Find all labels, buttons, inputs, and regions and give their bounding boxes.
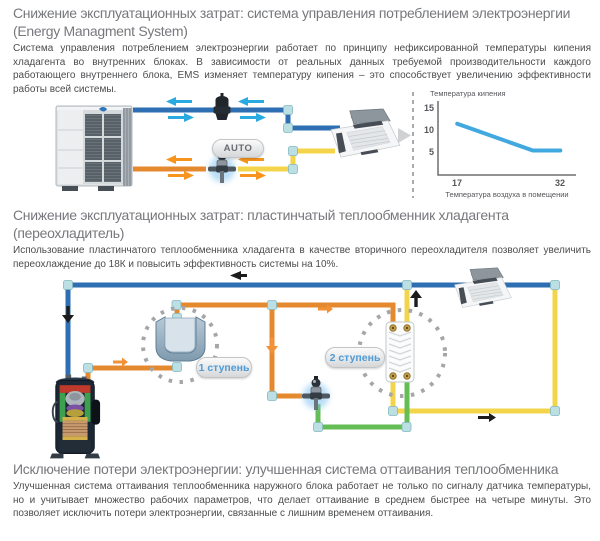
ytick-10: 10 bbox=[423, 125, 434, 135]
section1-title bbox=[13, 5, 593, 40]
stage1-badge-label: 1 ступень bbox=[198, 361, 250, 374]
ems-diagram bbox=[0, 86, 420, 204]
section3-body: Улучшенная система оттаивания теплообменника наружного блока работает не только по сигналу датчика температуры, но и учитывает множество рабочих параметров, что делает оттаивание в среднем быстрее на четыре минуты. Это позволяет исключить потери электроэнергии, связанные с лишним временем оттаивания. bbox=[13, 481, 591, 520]
expansion-valve-icon bbox=[302, 376, 330, 410]
chart-title: Температура кипения bbox=[430, 89, 506, 98]
solenoid-valve-icon bbox=[214, 93, 231, 120]
cassette-indoor-unit-image bbox=[331, 109, 400, 157]
ytick-5: 5 bbox=[428, 147, 434, 157]
section2-title-line2: (переохладитель) bbox=[13, 224, 125, 241]
valve-branch-pipe bbox=[272, 305, 302, 396]
flow-arrows-black bbox=[62, 271, 496, 422]
compressor-pipe bbox=[88, 368, 174, 392]
subcooler-diagram bbox=[0, 266, 600, 462]
plate-heat-exchanger-image bbox=[386, 322, 414, 382]
stage2-badge-label: 2 ступень bbox=[329, 351, 381, 364]
section2-body: Использование пластинчатого теплообменника хладагента в качестве вторичного переохладителя позволяет увеличить переохлаждение до 18К и повысить эффективность системы на 10%. bbox=[13, 245, 591, 270]
pointer-arrow-to-chart bbox=[398, 128, 411, 143]
section1-title-line2: (Energy Managment System) bbox=[13, 22, 188, 39]
stage1-badge bbox=[196, 357, 252, 378]
section1-body: Система управления потреблением электроэнергии работает по принципу нефиксированной температуры кипения хладагента во внутренних блоках. В зависимости от реальных данных требуемой производительности каждого работающего внутреннего блока, EMS изменяет температуру кипения – это способствует увеличению эффективности работы всей системы. bbox=[13, 43, 591, 95]
auto-badge bbox=[212, 139, 264, 158]
dashed-divider bbox=[412, 92, 414, 198]
section2-title bbox=[13, 207, 593, 242]
boiling-temp-line bbox=[457, 124, 560, 151]
gas-pipe bbox=[133, 110, 340, 128]
xtick-32: 32 bbox=[554, 178, 566, 188]
section3-title bbox=[13, 461, 593, 479]
auto-badge-label: AUTO bbox=[223, 143, 253, 154]
chart-xlabel: Температура воздуха в помещении bbox=[445, 190, 569, 199]
stage1-channel-cavity bbox=[165, 318, 195, 352]
ytick-15: 15 bbox=[423, 103, 434, 113]
stage2-badge bbox=[325, 347, 385, 368]
section1-title-line1: Снижение эксплуатационных затрат: система управления потреблением электроэнергии bbox=[13, 5, 571, 21]
compressor-image bbox=[50, 375, 100, 459]
section3-title-line1: Исключение потери электроэнергии: улучшенная система оттаивания теплообменника bbox=[13, 461, 559, 477]
outdoor-unit-image bbox=[56, 106, 132, 191]
chart-axes bbox=[438, 101, 576, 175]
cassette-indoor-unit-image bbox=[455, 268, 512, 308]
boiling-temp-chart bbox=[422, 86, 594, 204]
section2-title-line1: Снижение эксплуатационных затрат: пластинчатый теплообменник хладагента bbox=[13, 207, 509, 223]
xtick-17: 17 bbox=[451, 178, 463, 188]
